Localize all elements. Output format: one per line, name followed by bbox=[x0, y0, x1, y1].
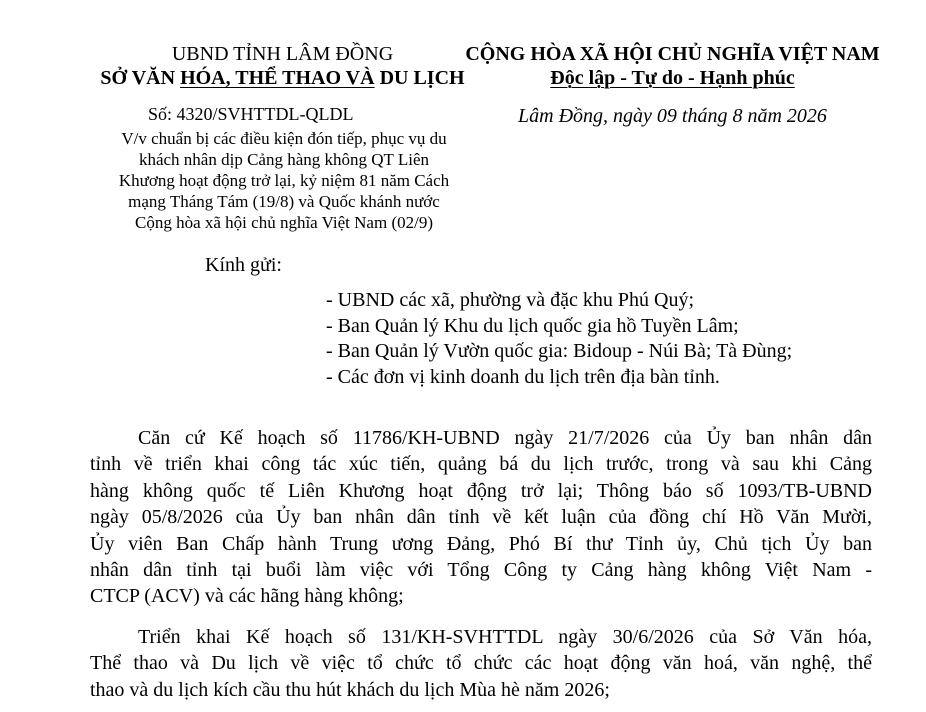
subject-line: Khương hoạt động trở lại, kỷ niệm 81 năm Cách bbox=[118, 171, 450, 190]
paragraph-line: tỉnh về triển khai công tác xúc tiến, quảng bá du lịch trước, trong và sau khi Cảng bbox=[90, 453, 872, 476]
body-paragraph-2 bbox=[90, 624, 872, 703]
paragraph-line: Ủy viên Ban Chấp hành Trung ương Đảng, Phó Bí thư Tỉnh ủy, Chủ tịch Ủy ban bbox=[90, 532, 872, 555]
document-subject bbox=[92, 128, 476, 233]
body-paragraph-1 bbox=[90, 425, 872, 610]
subject-line: khách nhân dịp Cảng hàng không QT Liên bbox=[138, 150, 430, 169]
country-name: CỘNG HÒA XÃ HỘI CHỦ NGHĨA VIỆT NAM bbox=[465, 43, 880, 65]
subject-line: Cộng hòa xã hội chủ nghĩa Việt Nam (02/9) bbox=[135, 213, 433, 232]
subject-line: V/v chuẩn bị các điều kiện đón tiếp, phục vụ du bbox=[121, 129, 447, 148]
paragraph-line bbox=[90, 624, 872, 650]
paragraph-line-text: Căn cứ Kế hoạch số 11786/KH-UBND ngày 21/7/2026 của Ủy ban nhân dân bbox=[138, 427, 872, 449]
paragraph-line: Thể thao và Du lịch về việc tổ chức tổ chức các hoạt động văn hoá, văn nghệ, thể bbox=[90, 652, 872, 675]
paragraph-line bbox=[90, 425, 872, 451]
agency-name-post: DU LỊCH bbox=[374, 67, 465, 89]
paragraph-line: nhân dân tỉnh tại buổi làm việc với Tổng Công ty Cảng hàng không Việt Nam - bbox=[90, 558, 872, 581]
agency-name-underlined: HÓA, THỂ THAO VÀ bbox=[180, 67, 375, 89]
recipient-item: - Các đơn vị kinh doanh du lịch trên địa bàn tỉnh. bbox=[326, 365, 720, 388]
document-date: Lâm Đồng, ngày 09 tháng 8 năm 2026 bbox=[518, 105, 827, 127]
paragraph-line: thao và du lịch kích cầu thu hút khách du lịch Mùa hè năm 2026; bbox=[90, 678, 610, 701]
paragraph-line: CTCP (ACV) và các hãng hàng không; bbox=[90, 585, 404, 608]
document-number bbox=[148, 103, 354, 125]
document-number-label: Số: bbox=[148, 104, 173, 124]
paragraph-line: ngày 05/8/2026 của Ủy ban nhân dân tỉnh về kết luận của đồng chí Hồ Văn Mười, bbox=[90, 506, 872, 529]
paragraph-line-text: Triển khai Kế hoạch số 131/KH-SVHTTDL ngày 30/6/2026 của Sở Văn hóa, bbox=[138, 626, 872, 648]
document-number-suffix: /SVHTTDL-QLDL bbox=[212, 104, 354, 124]
motto-text: Độc lập - Tự do - Hạnh phúc bbox=[550, 67, 795, 89]
subject-line: mạng Tháng Tám (19/8) và Quốc khánh nước bbox=[128, 192, 440, 211]
recipient-item: - UBND các xã, phường và đặc khu Phú Quý; bbox=[326, 289, 695, 311]
recipient-item: - Ban Quản lý Vườn quốc gia: Bidoup - Núi Bà; Tà Đùng; bbox=[326, 340, 793, 362]
agency-name bbox=[90, 66, 475, 90]
recipient-item: - Ban Quản lý Khu du lịch quốc gia hồ Tuyền Lâm; bbox=[326, 314, 739, 337]
document-number-value: 4320 bbox=[176, 104, 213, 124]
recipient-list bbox=[326, 288, 792, 390]
motto bbox=[460, 66, 885, 90]
greeting: Kính gửi: bbox=[205, 254, 282, 276]
paragraph-line: hàng không quốc tế Liên Khương hoạt động trở lại; Thông báo số 1093/TB-UBND bbox=[90, 479, 872, 502]
agency-name-pre: SỞ VĂN bbox=[100, 67, 181, 89]
agency-parent: UBND TỈNH LÂM ĐỒNG bbox=[171, 43, 394, 65]
